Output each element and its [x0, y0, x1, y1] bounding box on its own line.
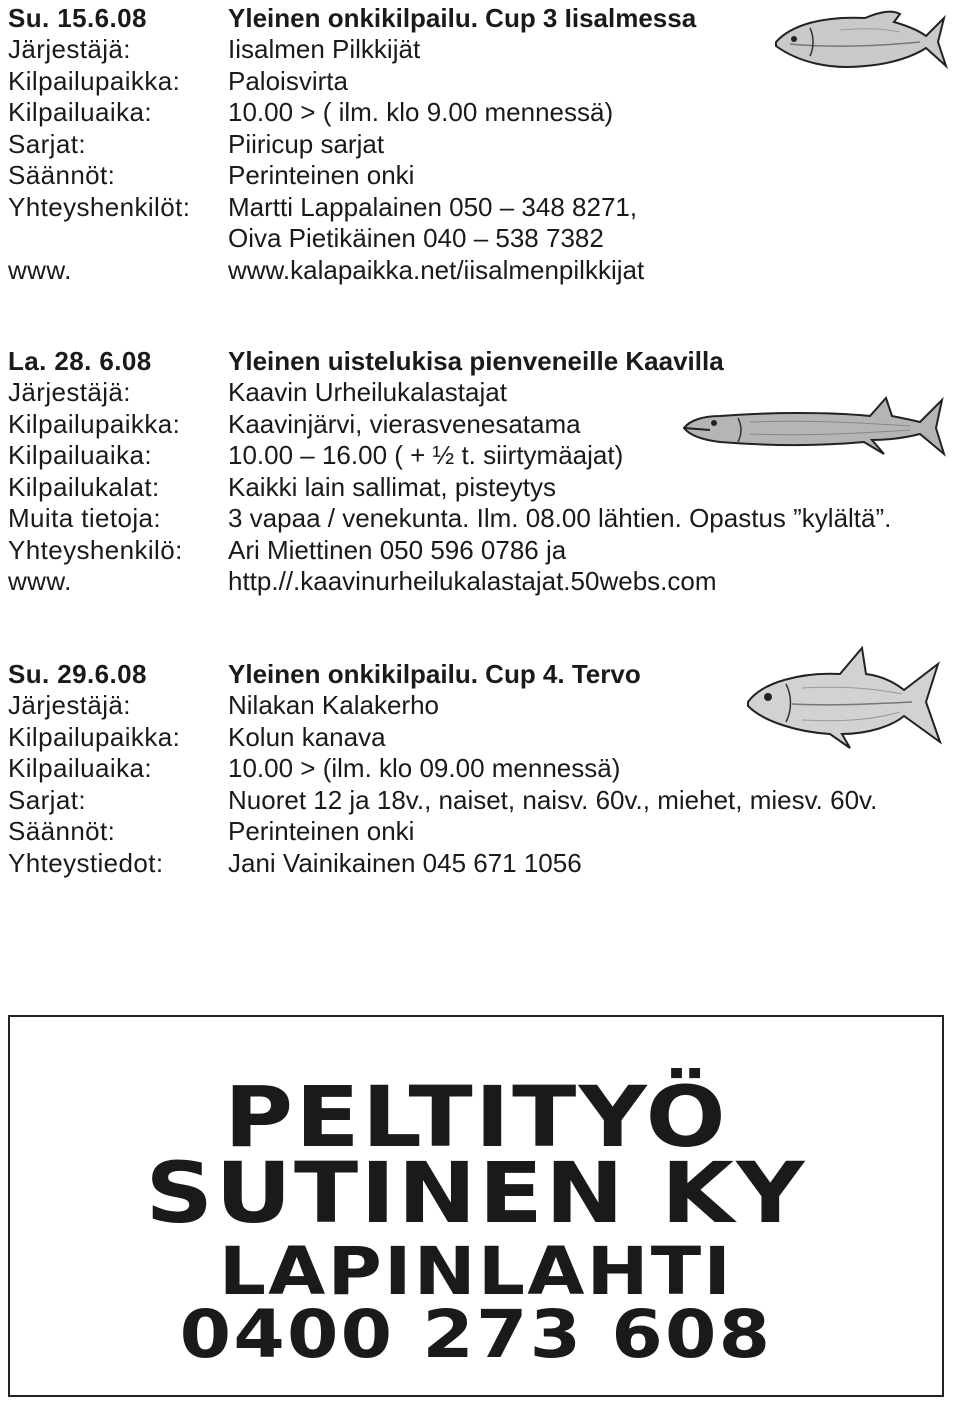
event-date: Su. 29.6.08: [8, 658, 147, 689]
ad-location: LAPINLAHTI: [218, 1233, 734, 1310]
info-row: [8, 503, 948, 535]
info-row: [8, 128, 948, 160]
event-2: [8, 345, 948, 597]
info-value: 3 vapaa / venekunta. Ilm. 08.00 lähtien. Opastus ”kylältä”.: [228, 503, 892, 534]
advertisement-box: [8, 1015, 944, 1397]
info-label: Säännöt:: [8, 160, 116, 191]
info-row: [8, 566, 948, 598]
ad-company-line-2: SUTINEN KY: [145, 1144, 807, 1242]
pike-icon: [680, 392, 948, 460]
info-value: Kaavinjärvi, vierasvenesatama: [228, 408, 581, 439]
info-value: Kolun kanava: [228, 721, 386, 752]
info-label: www.: [8, 566, 72, 597]
info-label: Järjestäjä:: [8, 34, 131, 65]
event-2-header-row: [8, 345, 948, 377]
info-value: 10.00 – 16.00 ( + ½ t. siirtymäajat): [228, 440, 624, 471]
info-label: Kilpailuaika:: [8, 97, 152, 128]
event-date: Su. 15.6.08: [8, 2, 147, 33]
info-value: 10.00 > ( ilm. klo 9.00 mennessä): [228, 97, 614, 128]
info-label: Yhteystiedot:: [8, 847, 164, 878]
roach-icon: [742, 644, 946, 754]
info-value: Piiricup sarjat: [228, 128, 385, 159]
info-label: Kilpailupaikka:: [8, 721, 181, 752]
info-row: [8, 847, 948, 879]
whitefish-icon: [770, 6, 948, 78]
info-row: [8, 534, 948, 566]
info-row: [8, 97, 948, 129]
info-value: Paloisvirta: [228, 65, 348, 96]
info-label: Kilpailuaika:: [8, 440, 152, 471]
info-value: Ari Miettinen 050 596 0786 ja: [228, 534, 567, 565]
info-row: [8, 191, 948, 223]
info-label: Kilpailukalat:: [8, 471, 160, 502]
info-value: 10.00 > (ilm. klo 09.00 mennessä): [228, 753, 621, 784]
info-label: Järjestäjä:: [8, 377, 131, 408]
event-date: La. 28. 6.08: [8, 345, 152, 376]
info-label: Säännöt:: [8, 816, 116, 847]
info-value: Perinteinen onki: [228, 816, 415, 847]
info-row: [8, 753, 948, 785]
info-label: Sarjat:: [8, 784, 86, 815]
info-row: [8, 254, 948, 286]
info-value: Oiva Pietikäinen 040 – 538 7382: [228, 223, 604, 254]
info-row: [8, 816, 948, 848]
info-label: Muita tietoja:: [8, 503, 162, 534]
info-label: www.: [8, 254, 72, 285]
website-link[interactable]: www.kalapaikka.net/iisalmenpilkkijat: [228, 254, 645, 285]
ad-company-line-1: PELTITYÖ: [224, 1068, 728, 1166]
website-link[interactable]: http.//.kaavinurheilukalastajat.50webs.com: [228, 566, 717, 597]
info-label: Kilpailuaika:: [8, 753, 152, 784]
ad-phone: 0400 273 608: [179, 1296, 773, 1373]
info-label: Kilpailupaikka:: [8, 408, 181, 439]
info-value: Kaikki lain sallimat, pisteytys: [228, 471, 556, 502]
info-value: Nuoret 12 ja 18v., naiset, naisv. 60v., miehet, miesv. 60v.: [228, 784, 878, 815]
event-title: Yleinen uistelukisa pienveneille Kaavilla: [228, 345, 724, 376]
info-label: Yhteyshenkilöt:: [8, 191, 191, 222]
info-row: [8, 471, 948, 503]
info-value: Nilakan Kalakerho: [228, 690, 440, 721]
info-label: Yhteyshenkilö:: [8, 534, 183, 565]
event-title: Yleinen onkikilpailu. Cup 3 Iisalmessa: [228, 2, 697, 33]
info-label: Kilpailupaikka:: [8, 65, 181, 96]
info-row: [8, 223, 948, 255]
info-label: Sarjat:: [8, 128, 86, 159]
info-value: Jani Vainikainen 045 671 1056: [228, 847, 582, 878]
event-title: Yleinen onkikilpailu. Cup 4. Tervo: [228, 658, 641, 689]
info-value: Kaavin Urheilukalastajat: [228, 377, 507, 408]
info-row: [8, 160, 948, 192]
info-value: Martti Lappalainen 050 – 348 8271,: [228, 191, 638, 222]
info-value: Perinteinen onki: [228, 160, 415, 191]
info-label: Järjestäjä:: [8, 690, 131, 721]
info-row: [8, 784, 948, 816]
info-value: Iisalmen Pilkkijät: [228, 34, 421, 65]
